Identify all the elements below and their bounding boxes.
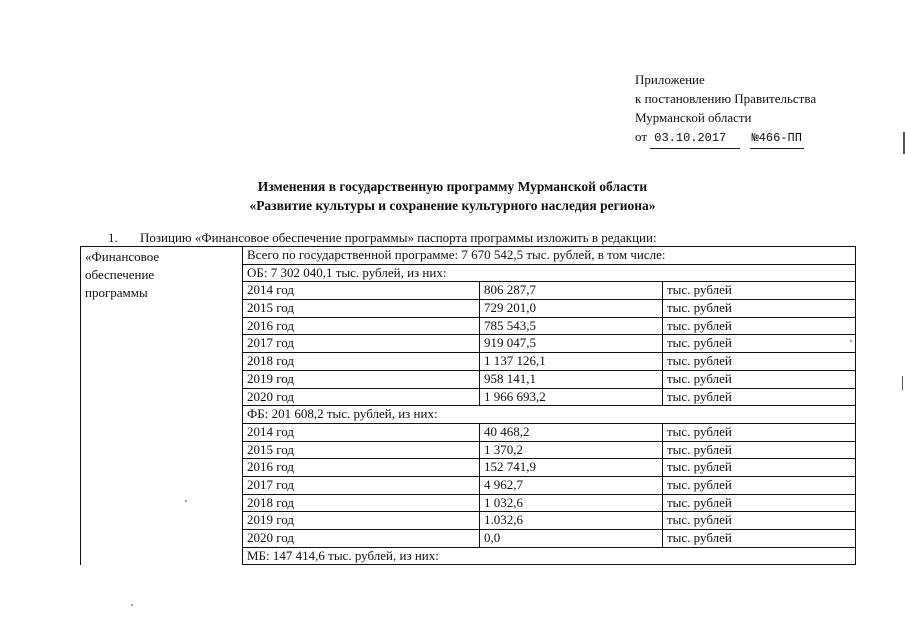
- value-cell: 1 137 126,1: [480, 353, 663, 371]
- unit-cell: тыс. рублей: [663, 441, 856, 459]
- value-cell: 806 287,7: [480, 282, 663, 300]
- appendix-block: [635, 70, 816, 149]
- year-cell: 2019 год: [243, 512, 480, 530]
- appendix-resolution-ref: к постановлению Правительства: [635, 91, 817, 106]
- document-title: [0, 177, 905, 215]
- value-cell: 4 962,7: [480, 476, 663, 494]
- unit-cell: тыс. рублей: [663, 317, 856, 335]
- scan-edge-mark: [902, 376, 903, 390]
- unit-cell: тыс. рублей: [663, 353, 856, 371]
- unit-cell: тыс. рублей: [663, 300, 856, 318]
- scan-speck: [850, 340, 852, 342]
- year-cell: 2016 год: [243, 459, 480, 477]
- value-cell: 152 741,9: [480, 459, 663, 477]
- position-label-line: «Финансовое: [85, 249, 160, 264]
- financing-table: [80, 246, 856, 565]
- resolution-date: 03.10.2017: [650, 129, 740, 149]
- unit-cell: тыс. рублей: [663, 530, 856, 548]
- title-line-2: «Развитие культуры и сохранение культурного наследия региона»: [249, 198, 656, 213]
- date-prefix: от: [635, 129, 648, 144]
- scan-speck: [185, 500, 187, 502]
- title-line-1: Изменения в государственную программу Мурманской области: [257, 179, 648, 194]
- value-cell: 729 201,0: [480, 300, 663, 318]
- value-cell: 1.032,6: [480, 512, 663, 530]
- value-cell: 1 370,2: [480, 441, 663, 459]
- unit-cell: тыс. рублей: [663, 459, 856, 477]
- year-cell: 2020 год: [243, 388, 480, 406]
- value-cell: 919 047,5: [480, 335, 663, 353]
- position-label-cell: [81, 247, 243, 565]
- value-cell: 40 468,2: [480, 423, 663, 441]
- unit-cell: тыс. рублей: [663, 282, 856, 300]
- year-cell: 2014 год: [243, 282, 480, 300]
- year-cell: 2019 год: [243, 370, 480, 388]
- position-label-line: обеспечение: [85, 266, 155, 282]
- unit-cell: тыс. рублей: [663, 335, 856, 353]
- year-cell: 2018 год: [243, 353, 480, 371]
- value-cell: 1 966 693,2: [480, 388, 663, 406]
- appendix-date-line: [635, 127, 816, 149]
- unit-cell: тыс. рублей: [663, 476, 856, 494]
- year-cell: 2017 год: [243, 335, 480, 353]
- unit-cell: тыс. рублей: [663, 494, 856, 512]
- year-cell: 2015 год: [243, 300, 480, 318]
- instruction-text: Позицию «Финансовое обеспечение программы» паспорта программы изложить в редакции:: [140, 230, 657, 245]
- mb-header-cell: МБ: 147 414,6 тыс. рублей, из них:: [243, 547, 856, 565]
- instruction-number: 1.: [108, 230, 118, 245]
- total-cell: Всего по государственной программе: 7 670 542,5 тыс. рублей, в том числе:: [243, 247, 856, 265]
- appendix-region: Мурманской области: [635, 110, 752, 125]
- value-cell: 0,0: [480, 530, 663, 548]
- scan-speck: [131, 604, 133, 606]
- value-cell: 785 543,5: [480, 317, 663, 335]
- ob-header-cell: ОБ: 7 302 040,1 тыс. рублей, из них:: [243, 264, 856, 282]
- unit-cell: тыс. рублей: [663, 370, 856, 388]
- instruction-paragraph: [108, 230, 657, 246]
- value-cell: 958 141,1: [480, 370, 663, 388]
- year-cell: 2018 год: [243, 494, 480, 512]
- year-cell: 2020 год: [243, 530, 480, 548]
- position-label-line: программы: [85, 284, 148, 300]
- table-row: [81, 247, 856, 265]
- unit-cell: тыс. рублей: [663, 512, 856, 530]
- year-cell: 2014 год: [243, 423, 480, 441]
- year-cell: 2016 год: [243, 317, 480, 335]
- unit-cell: тыс. рублей: [663, 388, 856, 406]
- resolution-number: №466-ПП: [750, 129, 804, 149]
- year-cell: 2015 год: [243, 441, 480, 459]
- value-cell: 1 032,6: [480, 494, 663, 512]
- appendix-title: Приложение: [635, 72, 705, 87]
- unit-cell: тыс. рублей: [663, 423, 856, 441]
- fb-header-cell: ФБ: 201 608,2 тыс. рублей, из них:: [243, 406, 856, 424]
- year-cell: 2017 год: [243, 476, 480, 494]
